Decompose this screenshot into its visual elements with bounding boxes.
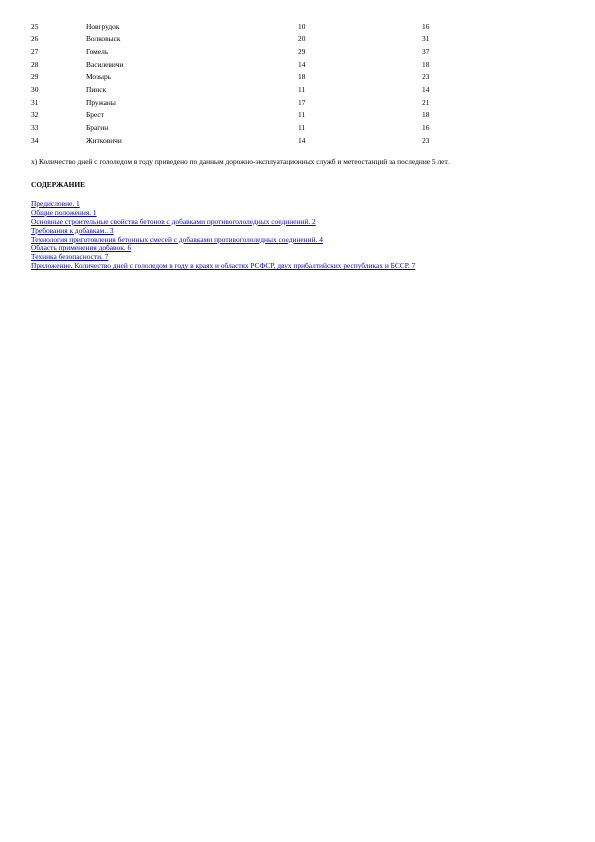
toc-link[interactable]: Предисловие. 1 [31, 199, 80, 208]
row-number: 32 [31, 110, 39, 120]
toc-title: СОДЕРЖАНИЕ [31, 180, 86, 189]
value-column-1: 11 [298, 123, 306, 133]
value-column-1: 29 [298, 47, 306, 57]
toc-link[interactable]: Область применения добавок. 6 [31, 243, 132, 253]
station-name: Гомель [86, 47, 109, 57]
row-number: 30 [31, 85, 39, 95]
table-row [31, 96, 502, 109]
value-column-2: 18 [422, 59, 430, 69]
table-row [31, 122, 502, 135]
row-number: 31 [31, 97, 39, 107]
value-column-1: 11 [298, 110, 306, 120]
value-column-2: 23 [422, 72, 430, 82]
toc-link[interactable]: Общие положения. 1 [31, 207, 97, 217]
footnote: х) Количество дней с гололедом в году приведено по данным дорожно-эксплуатационных служб и метеостанций за последние 5 лет. [31, 157, 449, 166]
toc-link[interactable]: Требования к добавкам.. 3 [31, 225, 114, 235]
table-row [31, 58, 502, 71]
row-number: 25 [31, 21, 39, 31]
station-name: Житковичи [86, 135, 122, 145]
row-number: 28 [31, 59, 39, 69]
value-column-2: 23 [422, 135, 430, 145]
station-name: Мозырь [86, 72, 112, 82]
table-body [31, 20, 502, 147]
row-number: 29 [31, 72, 39, 82]
row-number: 34 [31, 135, 39, 145]
station-name: Волковыск [86, 34, 121, 44]
table-row [31, 20, 502, 33]
row-number: 33 [31, 123, 39, 133]
station-name: Брагин [86, 123, 109, 133]
value-column-1: 20 [298, 34, 306, 44]
value-column-1: 17 [298, 97, 306, 107]
value-column-1: 18 [298, 72, 306, 82]
table-row [31, 109, 502, 122]
row-number: 26 [31, 34, 39, 44]
value-column-1: 11 [298, 85, 306, 95]
value-column-2: 31 [422, 34, 430, 44]
toc-link[interactable]: Приложение. Количество дней с гололедом в году в краях и областях РСФСР, двух прибалтийских республиках и БССР. 7 [31, 261, 416, 271]
toc-link[interactable]: Техника безопасности. 7 [31, 252, 109, 262]
station-name: Пинск [86, 85, 107, 95]
value-column-2: 16 [422, 123, 430, 133]
table-row [31, 134, 502, 147]
toc-list [31, 200, 415, 271]
table-row [31, 45, 502, 58]
toc-link[interactable]: Технология приготовления бетонных смесей с добавками противогололедных соединений. 4 [31, 234, 323, 244]
value-column-1: 10 [298, 21, 306, 31]
toc-link[interactable]: Основные строительные свойства бетонов с добавками противогололедных соединений. 2 [31, 216, 316, 226]
icing-days-table [31, 20, 502, 147]
toc-item [31, 262, 415, 271]
value-column-1: 14 [298, 59, 306, 69]
station-name: Новгрудок [86, 21, 120, 31]
row-number: 27 [31, 47, 39, 57]
value-column-2: 37 [422, 47, 430, 57]
value-column-2: 21 [422, 97, 430, 107]
station-name: Пружаны [86, 97, 116, 107]
station-name: Василевичи [86, 59, 124, 69]
station-name: Брест [86, 110, 104, 120]
value-column-2: 16 [422, 21, 430, 31]
value-column-2: 18 [422, 110, 430, 120]
table-row [31, 33, 502, 46]
table-row [31, 71, 502, 84]
value-column-2: 14 [422, 85, 430, 95]
value-column-1: 14 [298, 135, 306, 145]
table-row [31, 83, 502, 96]
